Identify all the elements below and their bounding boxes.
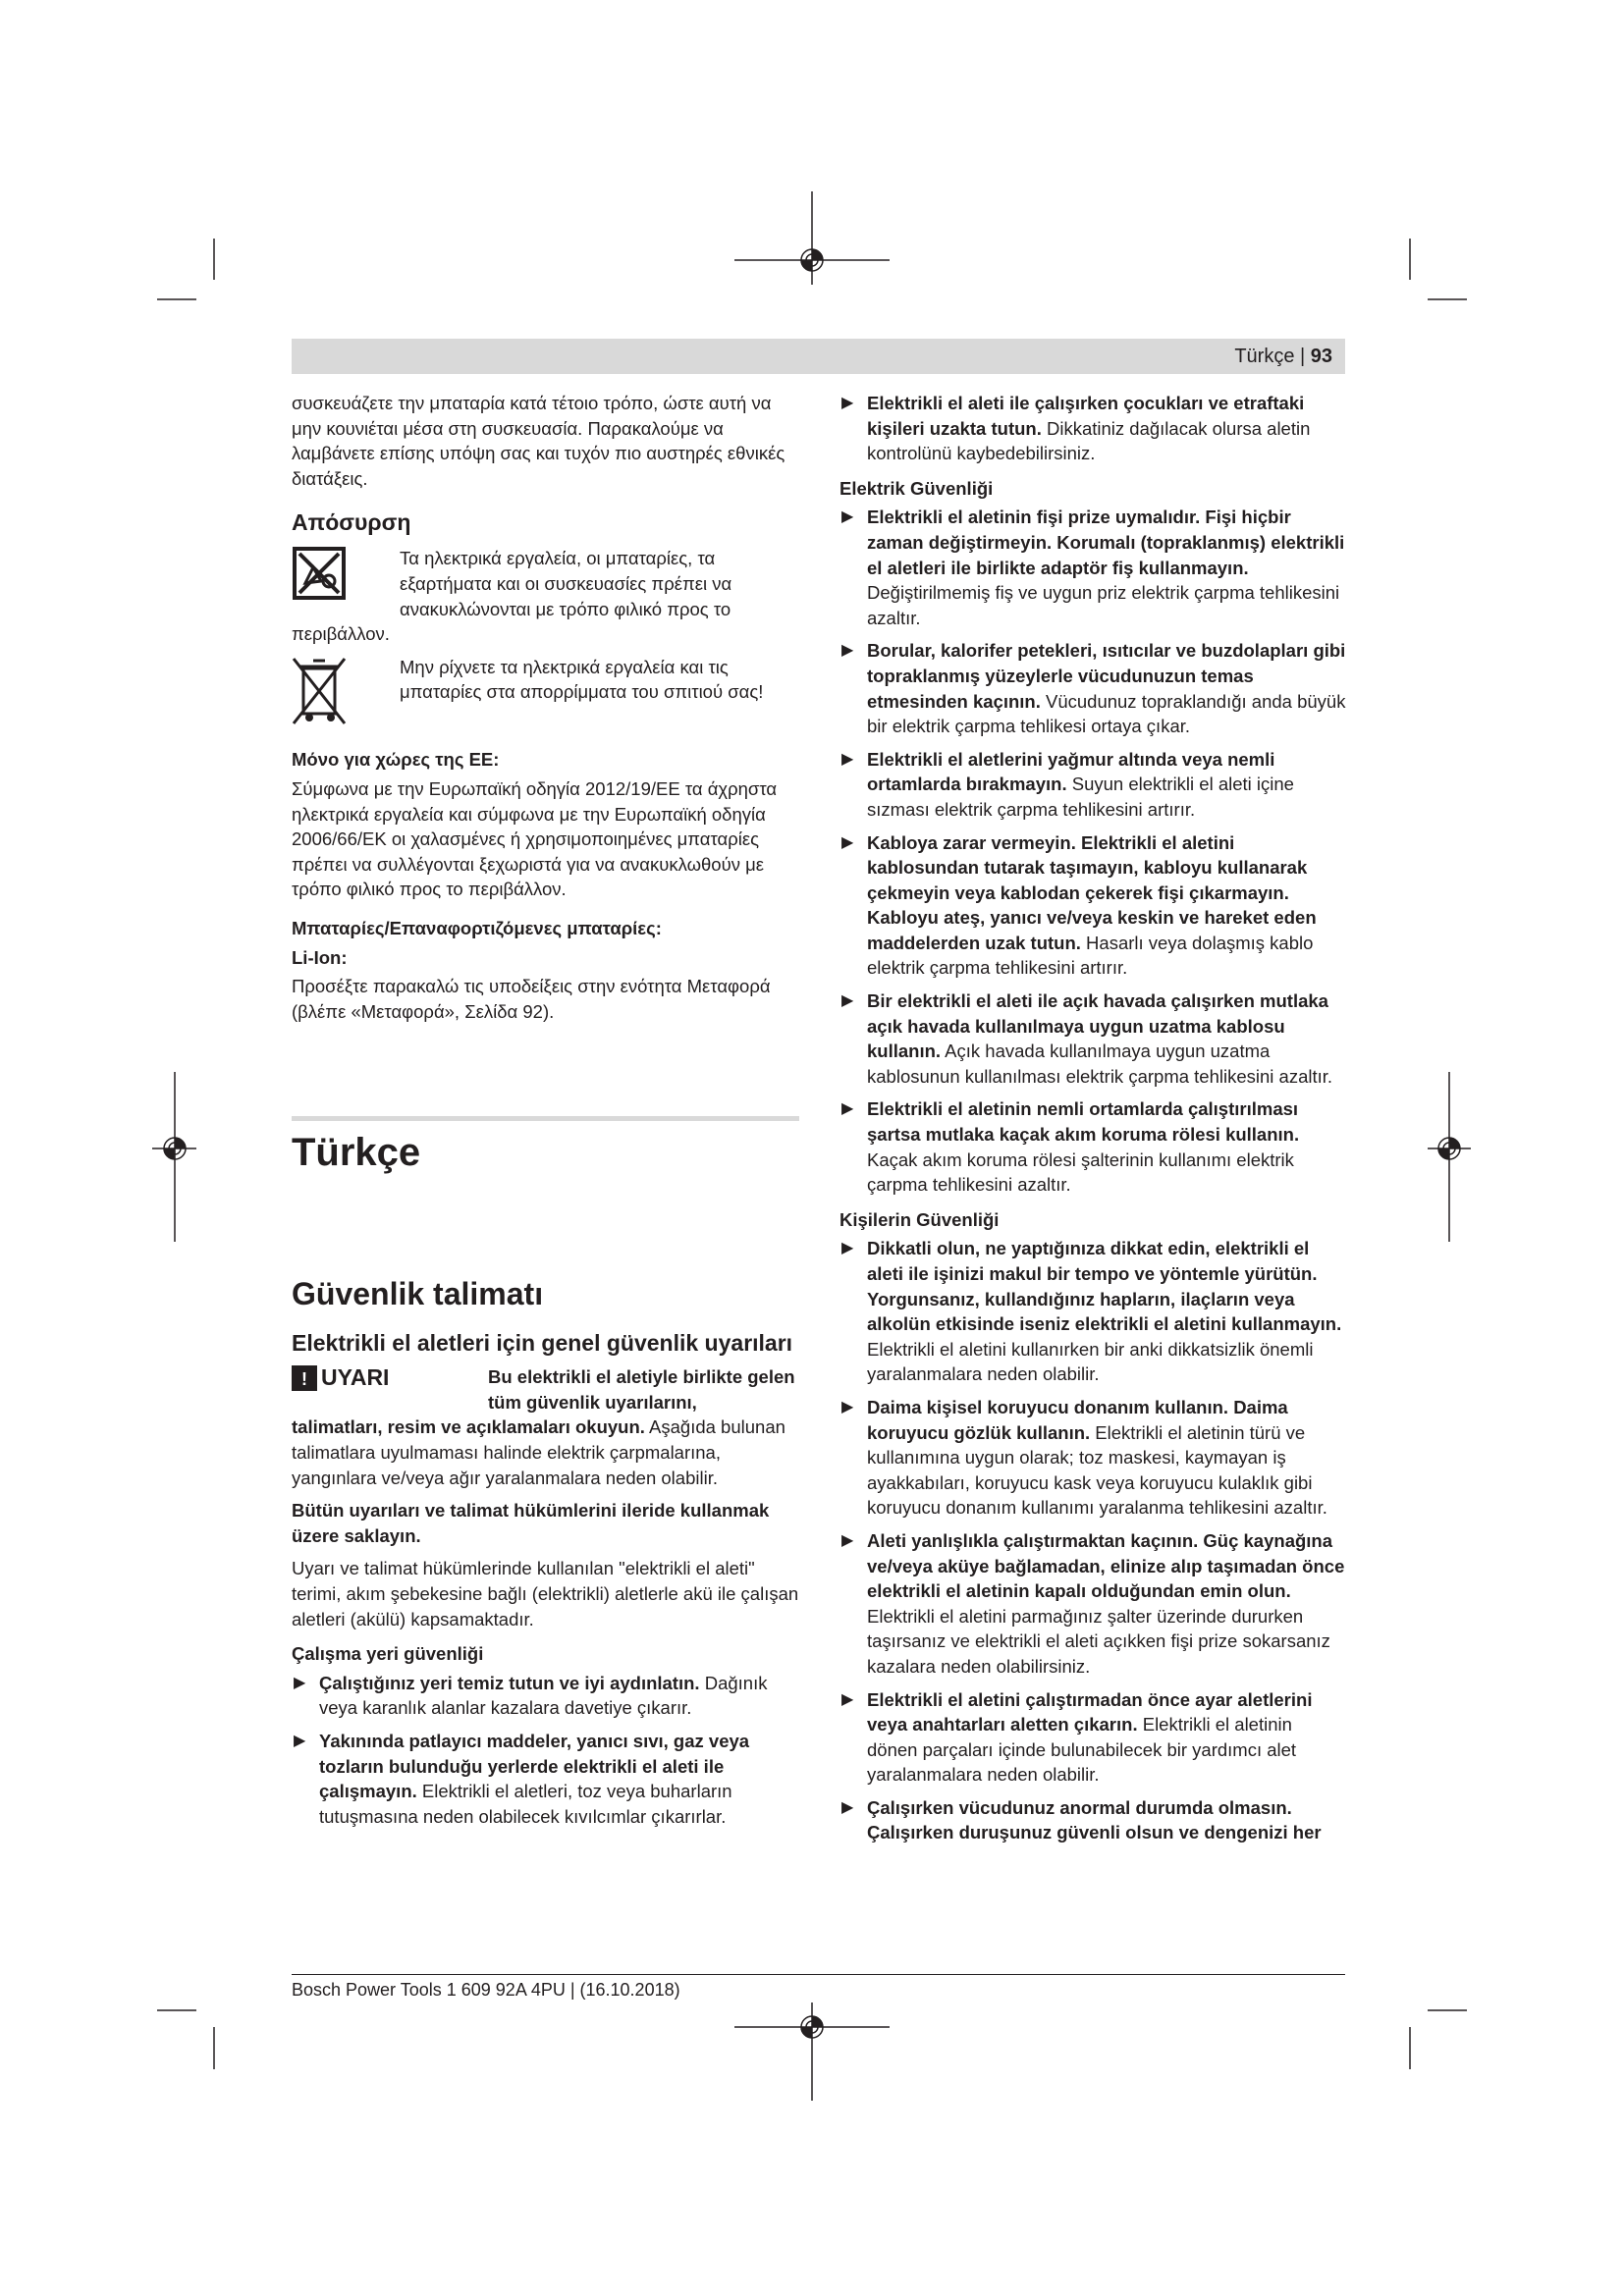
item-bold: Elektrikli el aleti ile çalışırken çocukları ve etraftaki kişileri uzakta tutun. [867, 393, 1305, 439]
list-item [839, 505, 1347, 630]
disposal-heading: Απόσυρση [292, 509, 411, 536]
warning-label [292, 1364, 488, 1392]
item-bold: Daima kişisel koruyucu donanım kullanın. Daima koruyucu gözlük kullanın. [867, 1396, 1288, 1443]
eu-paragraph: Σύμφωνα με την Ευρωπαϊκή οδηγία 2012/19/ΕΕ τα άχρηστα ηλεκτρικά εργαλεία και σύμφωνα με την Ευρωπαϊκή οδηγία 2006/66/ΕΚ οι χαλασμένες ή χρησιμοποιημένες μπαταρίες πρέπει να συλλέγονται ξεχωριστά για να ανακυκλωθούν με τρόπο φιλικό προς το περιβάλλον. [292, 777, 778, 900]
personal-heading: Kişilerin Güvenliği [839, 1208, 1000, 1230]
keep-instructions [292, 1498, 799, 1548]
item-text: Değiştirilmemiş fiş ve uygun priz elektrik çarpma tehlikesini azaltır. [867, 582, 1340, 628]
workplace-heading: Çalışma yeri güvenliği [292, 1643, 484, 1665]
workplace-list [292, 1671, 799, 1830]
arrow-icon: ▶ [294, 1674, 306, 1691]
disposal-text-1: Τα ηλεκτρικά εργαλεία, οι μπαταρίες, τα εξαρτήματα και οι συσκευασίες πρέπει να ανακυκλώνονται με τρόπο φιλικό προς το [400, 548, 732, 619]
item-text: Suyun elektrikli el aleti içine sızması elektrik çarpma tehlikesini artırır. [867, 774, 1294, 820]
list-item [839, 391, 1347, 466]
warning-label-text: UYARI [321, 1364, 390, 1391]
list-item [839, 638, 1347, 738]
arrow-icon: ▶ [841, 1100, 854, 1118]
list-item [839, 1236, 1347, 1387]
warning-bold-2: talimatları, resim ve açıklamaları okuyun. [292, 1416, 645, 1438]
list-item [839, 747, 1347, 823]
item-bold: Çalıştığınız yeri temiz tutun ve iyi aydınlatın. [319, 1672, 700, 1693]
arrow-icon: ▶ [841, 508, 854, 526]
item-text: Elektrikli el aletinin türü ve kullanımına uygun olarak; toz maskesi, kaymayan iş ayakkabıları, koruyucu kask veya koruyucu kulaklık gibi koruyucu donanım kullanımı yaralanma tehlikesini azaltır. [867, 1421, 1327, 1519]
item-bold: Elektrikli el aletinin nemli ortamlarda çalıştırılması şartsa mutlaka kaçak akım koruma rölesi kullanın. [867, 1098, 1300, 1146]
arrow-icon: ▶ [841, 833, 854, 851]
right-column [839, 391, 1347, 1853]
item-bold: Çalışırken vücudunuz anormal durumda olmasın. Çalışırken duruşunuz güvenli olsun ve dengenizi her [867, 1796, 1322, 1843]
item-text: Elektrikli el aletleri, toz veya buharların tutuşmasına neden olabilecek kıvılcımlar çıkarırlar. [319, 1781, 732, 1827]
item-bold: Elektrikli el aletini çalıştırmadan önce ayar aletlerini veya anahtarları aletten çıkarın. [867, 1688, 1313, 1735]
header-text [1234, 345, 1332, 368]
personal-list [839, 1236, 1347, 1845]
list-item [839, 988, 1347, 1089]
left-column [292, 391, 799, 1837]
arrow-icon: ▶ [841, 1798, 854, 1816]
arrow-icon: ▶ [294, 1733, 306, 1749]
item-text: Elektrikli el aletini parmağınız şalter üzerinde dururken taşırsanız ve elektrikli el aleti açıkken fişi prize sokarsanız kazalara neden olabilirsiniz. [867, 1605, 1330, 1677]
eu-heading: Μόνο για χώρες της ΕΕ: [292, 749, 500, 771]
item-text: Vücudunuz topraklandığı anda büyük bir elektrik çarpma tehlikesi ortaya çıkar. [867, 690, 1346, 737]
list-item [839, 1528, 1347, 1680]
warning-text: Aşağıda bulunan talimatlara uyulmaması halinde elektrik çarpmalarına, yangınlara ve/veya ağır yaralanmalara neden olabilir. [292, 1416, 785, 1488]
item-text: Dağınık veya karanlık alanlar kazalara davetiye çıkarır. [319, 1672, 768, 1719]
footer-rule [292, 1974, 1345, 1975]
arrow-icon: ▶ [841, 1531, 854, 1549]
footer-text: Bosch Power Tools 1 609 92A 4PU | (16.10.2018) [292, 1980, 680, 2000]
arrow-icon: ▶ [841, 1690, 854, 1708]
header-section: Türkçe [1234, 346, 1295, 367]
arrow-icon: ▶ [841, 395, 854, 411]
item-bold: Elektrikli el aletlerini yağmur altında veya nemli ortamlarda bırakmayın. [867, 748, 1275, 795]
language-title: Türkçe [292, 1131, 421, 1175]
list-item [839, 830, 1347, 982]
safety-heading: Güvenlik talimatı [292, 1276, 544, 1312]
warning-row [292, 1364, 799, 1415]
page-number: 93 [1310, 346, 1332, 367]
header-separator: | [1294, 346, 1311, 367]
item-text: Elektrikli el aletini kullanırken bir anki dikkatsizlik önemli yaralanmalara neden olabilir. [867, 1338, 1314, 1385]
arrow-icon: ▶ [841, 642, 854, 660]
liion-heading: Li-Ion: [292, 946, 348, 968]
item-text: Hasarlı veya dolaşmış kablo elektrik çarpma tehlikesini artırır. [867, 932, 1314, 979]
electric-list [839, 505, 1347, 1197]
item-bold: Elektrikli el aletinin fişi prize uymalıdır. Fişi hiçbir zaman değiştirmeyin. Korumalı (topraklanmış) elektrikli el aletleri ile birlikte adaptör fiş kullanmayın. [867, 507, 1345, 578]
battery-heading: Μπαταρίες/Επαναφορτιζόμενες μπαταρίες: [292, 917, 662, 938]
arrow-icon: ▶ [841, 750, 854, 768]
keep-bold: Bütün uyarıları ve talimat hükümlerini ileride kullanmak üzere saklayın. [292, 1500, 770, 1546]
bin-block [292, 655, 799, 738]
list-item [839, 1395, 1347, 1521]
item-bold: Dikkatli olun, ne yaptığınıza dikkat edin, elektrikli el aleti ile işinizi makul bir tempo ve yöntemle yürütün. Yorgunsanız, kullandığınız hapların, ilaçların veya alkolün etkisinde iseniz elektrikli el aletini kullanmayın. [867, 1238, 1342, 1335]
children-list [839, 391, 1347, 466]
item-bold: Kabloya zarar vermeyin. Elektrikli el aletini kablosundan tutarak taşımayın, kabloyu kullanarak çekmeyin veya kablodan çekerek fişi çıkarmayın. Kabloyu ateş, yanıcı ve/veya keskin ve hareket eden maddelerden uzak tutun. [867, 831, 1317, 953]
disposal-text-2: Μην ρίχνετε τα ηλεκτρικά εργαλεία και τις μπαταρίες στα απορρίμματα του σπιτιού σας! [400, 656, 764, 703]
intro-paragraph: συσκευάζετε την μπαταρία κατά τέτοιο τρόπο, ώστε αυτή να μην κουνιέται μέσα στη συσκευασία. Παρακαλούμε να λαμβάνετε επίσης υπόψη σας και τυχόν πιο αυστηρές εθνικές διατάξεις. [292, 393, 785, 489]
item-bold: Yakınında patlayıcı maddeler, yanıcı sıvı, gaz veya tozların bulunduğu yerlerde elektrikli el aleti ile çalışmayın. [319, 1731, 750, 1802]
list-item [839, 1687, 1347, 1788]
list-item [839, 1795, 1347, 1845]
recycle-package-icon [292, 546, 347, 601]
disposal-text-1-end: περιβάλλον. [292, 623, 390, 645]
item-bold: Aleti yanlışlıkla çalıştırmaktan kaçının. Güç kaynağına ve/veya aküye bağlamadan, elinize alıp taşımadan önce elektrikli el aletinin kapalı olduğundan emin olun. [867, 1529, 1345, 1602]
arrow-icon: ▶ [841, 1240, 854, 1257]
item-text: Açık havada kullanılmaya uygun uzatma kablosunun kullanılması elektrik çarpma tehlikesini azaltır. [867, 1041, 1333, 1087]
term-paragraph: Uyarı ve talimat hükümlerinde kullanılan "elektrikli el aleti" terimi, akım şebekesine bağlı (elektrikli) aletlerle akü ile çalışan aletleri (akülü) kapsamaktadır. [292, 1558, 799, 1629]
item-bold: Borular, kalorifer petekleri, ısıtıcılar ve buzdolapları gibi topraklanmış yüzeylerle vücudunuzun temas etmesinden kaçının. [867, 640, 1346, 712]
general-warnings-heading: Elektrikli el aletleri için genel güvenlik uyarıları [292, 1330, 793, 1357]
list-item [292, 1729, 799, 1829]
warning-triangle-icon: ! [292, 1365, 317, 1391]
item-text: Elektrikli el aletinin dönen parçaları içinde bulunabilecek bir yardımcı alet yaralanmalara neden olabilir. [867, 1714, 1297, 1786]
recycle-block [292, 546, 799, 621]
arrow-icon: ▶ [841, 1398, 854, 1415]
item-text: Dikkatiniz dağılacak olursa aletin kontrolünü kaybedebilirsiniz. [867, 417, 1311, 464]
list-item [292, 1671, 799, 1721]
liion-paragraph: Προσέξτε παρακαλώ τις υποδείξεις στην ενότητα Μεταφορά (βλέπε «Μεταφορά», Σελίδα 92). [292, 976, 771, 1022]
electric-heading: Elektrik Güvenliği [839, 477, 994, 499]
item-text: Kaçak akım koruma rölesi şalterinin kullanımı elektrik çarpma tehlikesini azaltır. [867, 1148, 1294, 1196]
page-header [292, 339, 1345, 374]
arrow-icon: ▶ [841, 992, 854, 1010]
warning-paragraph [292, 1415, 799, 1490]
list-item [839, 1096, 1347, 1197]
warning-bold-1: Bu elektrikli el aletiyle birlikte gelen tüm güvenlik uyarılarını, [488, 1366, 795, 1413]
item-bold: Bir elektrikli el aleti ile açık havada çalışırken mutlaka açık havada kullanılmaya uygun uzatma kablosu kullanın. [867, 990, 1328, 1062]
crossed-bin-icon [292, 655, 347, 731]
